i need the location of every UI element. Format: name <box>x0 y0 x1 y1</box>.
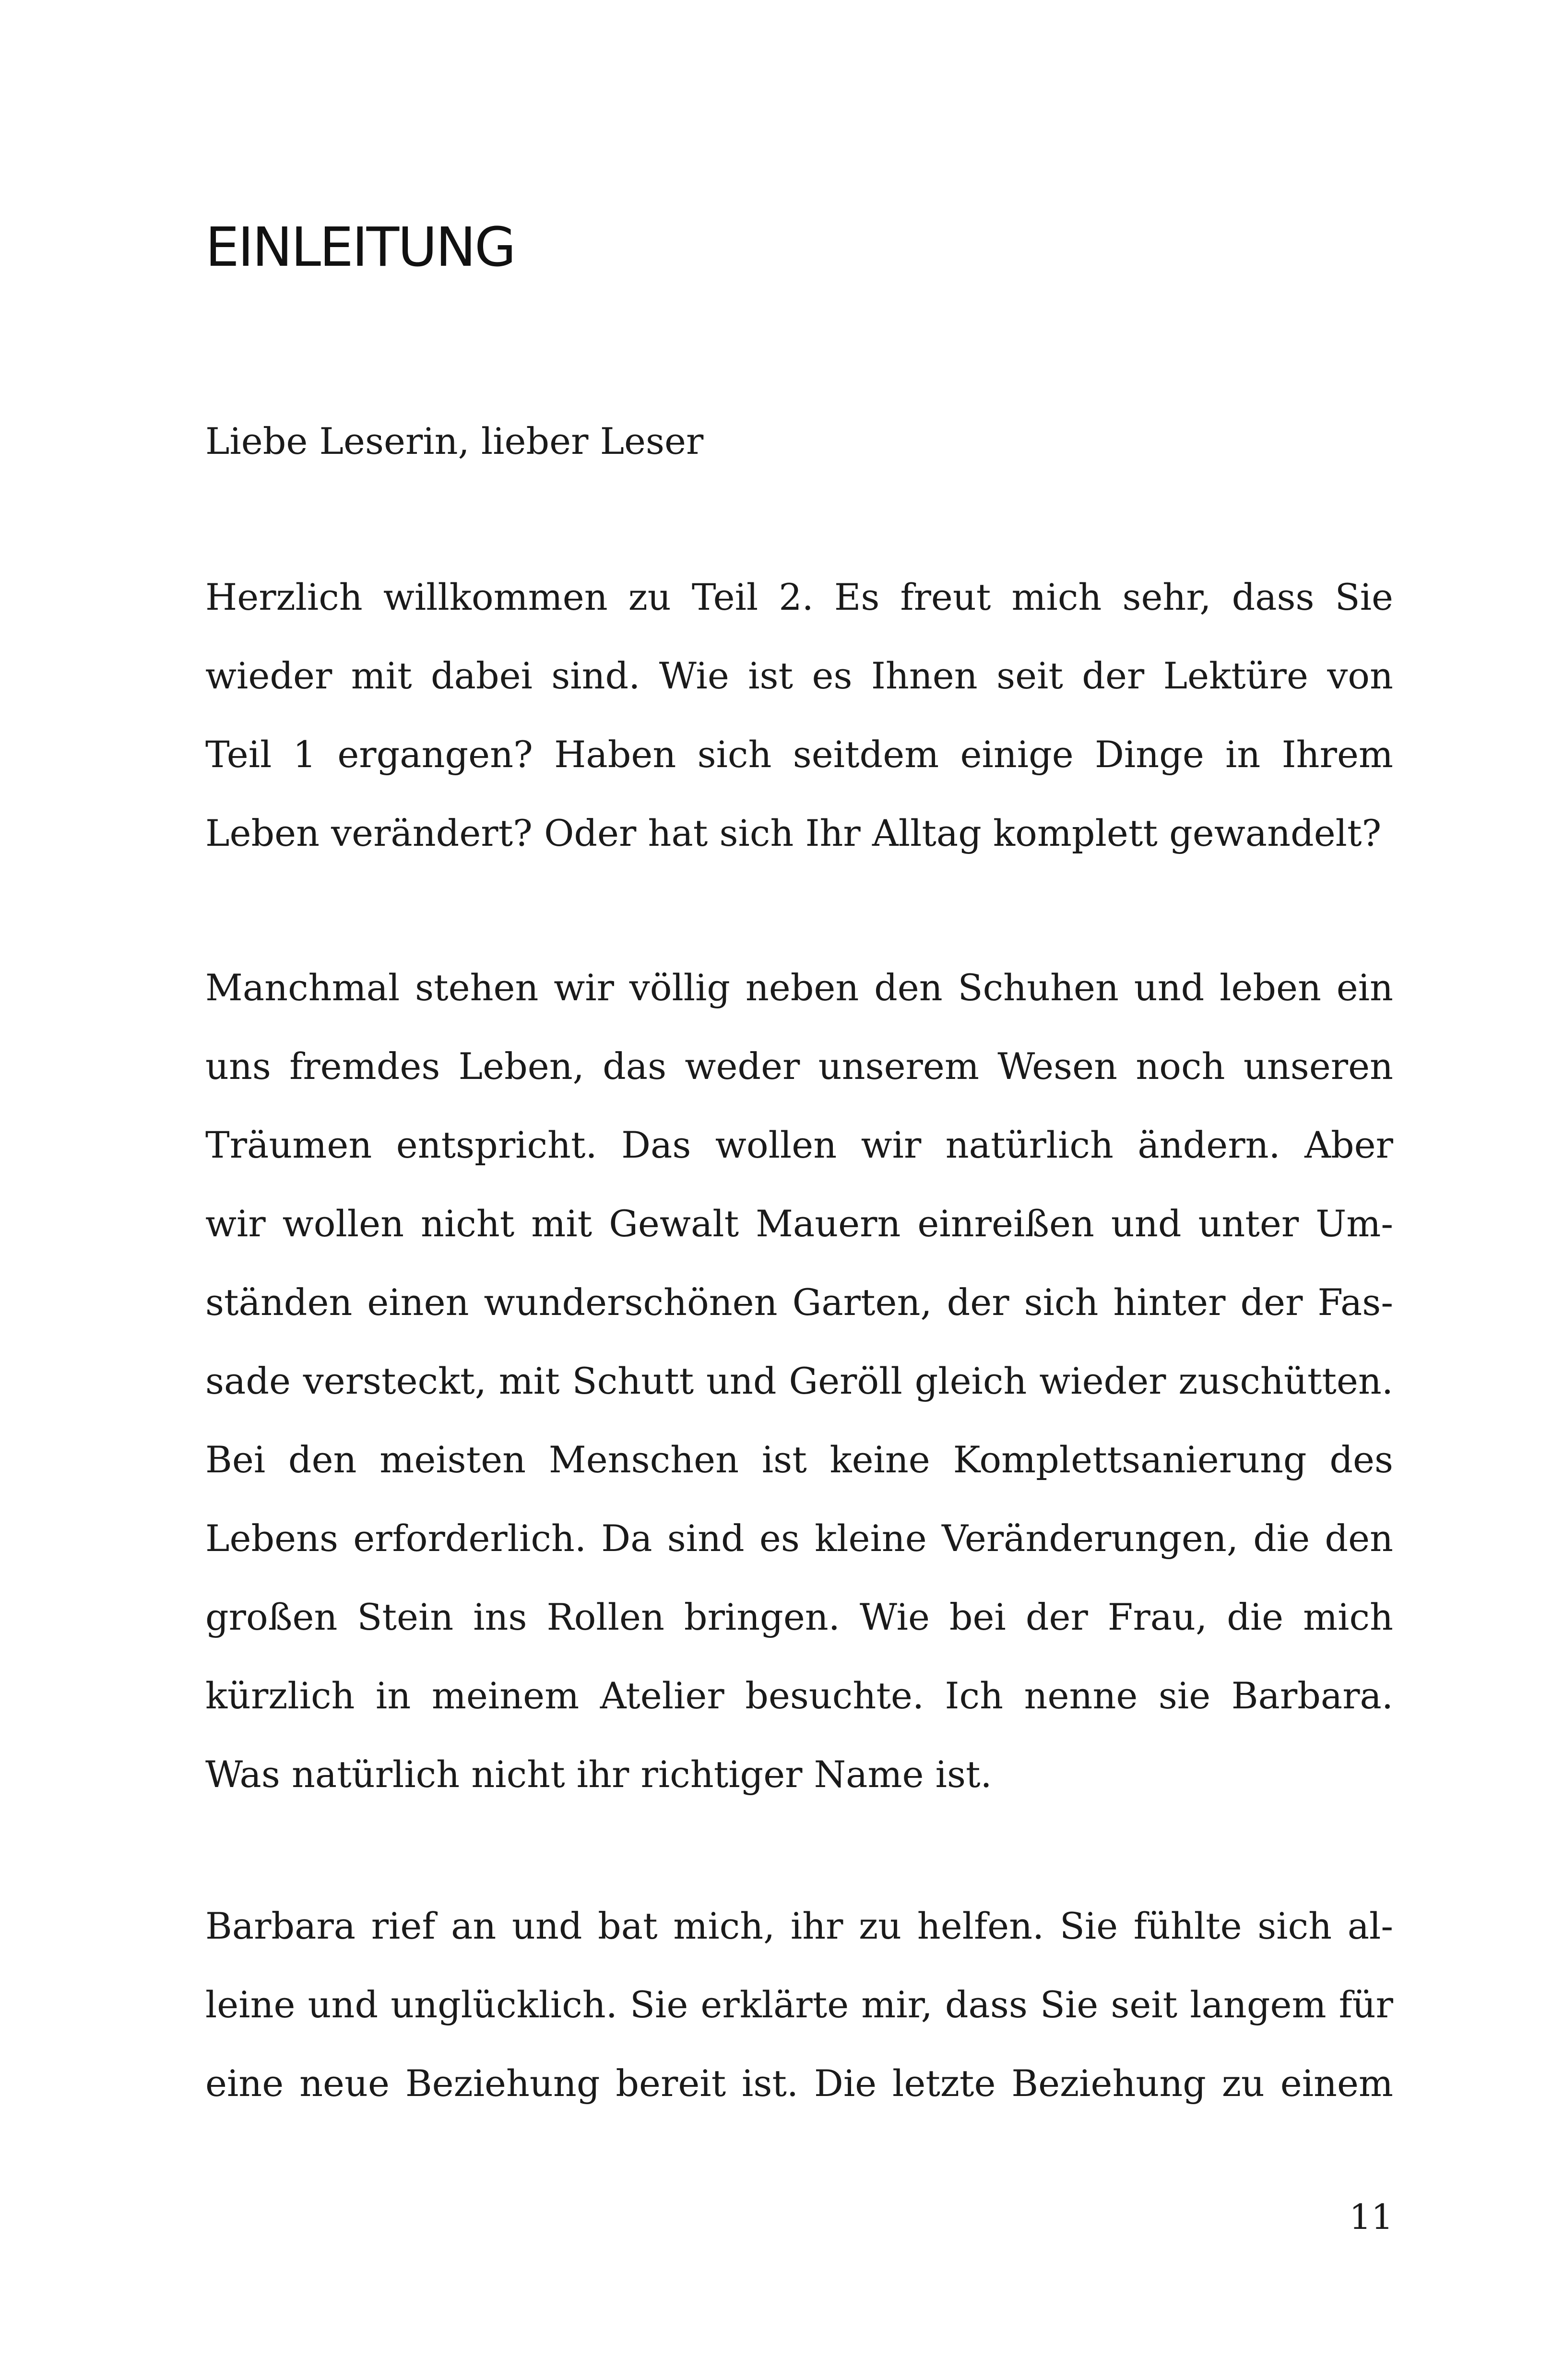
paragraph-line: Lebens erforderlich. Da sind es kleine Veränderungen, die den <box>205 1517 1393 1560</box>
paragraph-line: Teil 1 ergangen? Haben sich seitdem einige Dinge in Ihrem <box>205 733 1393 776</box>
paragraph-3 <box>205 1887 1393 2123</box>
paragraph-line: wieder mit dabei sind. Wie ist es Ihnen seit der Lektüre von <box>205 654 1393 697</box>
chapter-heading: EINLEITUNG <box>205 216 515 279</box>
page-number: 11 <box>1349 2197 1393 2237</box>
paragraph-line: Manchmal stehen wir völlig neben den Schuhen und leben ein <box>205 966 1393 1009</box>
paragraph-line: eine neue Beziehung bereit ist. Die letzte Beziehung zu einem <box>205 2062 1393 2105</box>
paragraph-line: großen Stein ins Rollen bringen. Wie bei der Frau, die mich <box>205 1596 1393 1638</box>
paragraph-line: Herzlich willkommen zu Teil 2. Es freut mich sehr, dass Sie <box>205 576 1393 618</box>
paragraph-line: kürzlich in meinem Atelier besuchte. Ich nenne sie Barbara. <box>205 1674 1393 1717</box>
paragraph-line: uns fremdes Leben, das weder unserem Wesen noch unseren <box>205 1045 1393 1088</box>
paragraph-1 <box>205 558 1393 873</box>
paragraph-line: sade versteckt, mit Schutt und Geröll gleich wieder zuschütten. <box>205 1360 1393 1402</box>
salutation-line: Liebe Leserin, lieber Leser <box>205 420 704 462</box>
paragraph-line: leine und unglücklich. Sie erklärte mir, dass Sie seit langem für <box>205 1983 1393 2026</box>
paragraph-line: Bei den meisten Menschen ist keine Komplettsanierung des <box>205 1438 1393 1481</box>
paragraph-line: Leben verändert? Oder hat sich Ihr Alltag komplett gewandelt? <box>205 812 1382 854</box>
paragraph-line: wir wollen nicht mit Gewalt Mauern einreißen und unter Um- <box>205 1202 1393 1245</box>
salutation <box>205 402 1393 481</box>
paragraph-line: Was natürlich nicht ihr richtiger Name ist. <box>205 1753 992 1796</box>
paragraph-line: ständen einen wunderschönen Garten, der sich hinter der Fas- <box>205 1281 1393 1324</box>
paragraph-line: Träumen entspricht. Das wollen wir natürlich ändern. Aber <box>205 1124 1393 1166</box>
paragraph-2 <box>205 948 1393 1814</box>
paragraph-line: Barbara rief an und bat mich, ihr zu helfen. Sie fühlte sich al- <box>205 1905 1393 1947</box>
